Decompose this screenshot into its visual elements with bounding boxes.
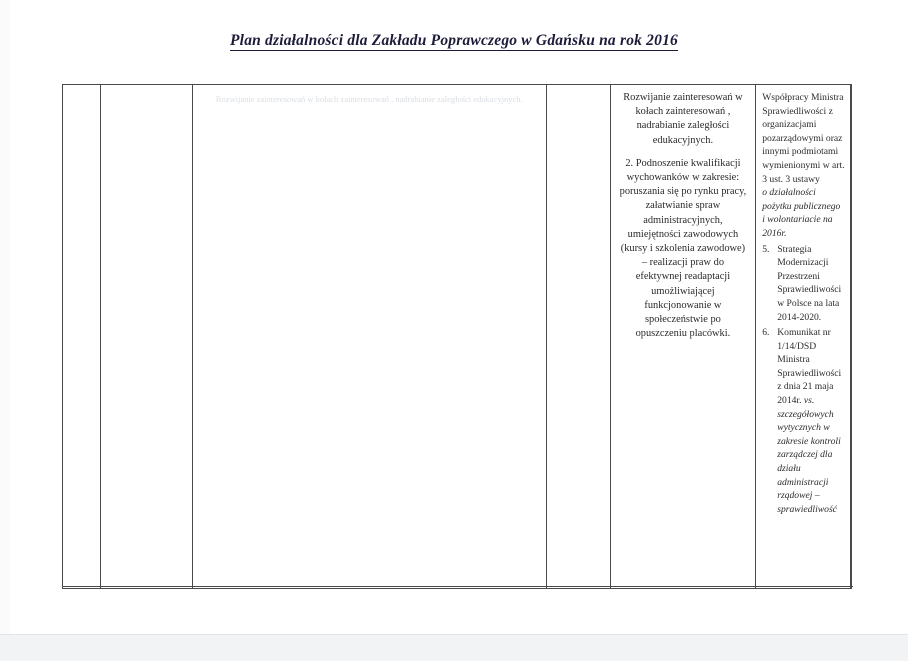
odniesienie-lead: Współpracy Ministra Sprawiedliwości z organizacjami pozarządowymi oraz innymi podmiotami wymienionymi w art. 3 ust. 3 ustawy [762, 92, 845, 185]
list-item-text [777, 326, 845, 516]
odniesienie-list [762, 243, 845, 517]
table-column-mierniki [193, 85, 547, 588]
odniesienie-cell [756, 85, 850, 516]
list-item-number: 5. [762, 243, 770, 255]
table-column-cel [101, 85, 193, 588]
page-title [0, 32, 908, 50]
table-column-lp [63, 85, 101, 588]
list-item-text-italic: vs. szczegółowych wytycznych w zakresie kontroli zarządczej dla działu administracji rządowej – sprawiedliwość [777, 395, 841, 515]
list-item-text: Strategia Modernizacji Przestrzeni Sprawiedliwości w Polsce na lata 2014-2020. [777, 243, 842, 323]
bleedthrough-text: Rozwijanie zainteresowań w kołach zainteresowań , nadrabianie zaległości edukacyjnych. [215, 94, 523, 104]
zadania-cell [611, 85, 756, 341]
table-column-odniesienie [756, 85, 851, 588]
list-item [762, 326, 845, 516]
activity-plan-table [62, 84, 852, 589]
list-item-text-main: Komunikat nr 1/14/DSD Ministra Sprawiedliwości z dnia 21 maja 2014r. [777, 327, 842, 407]
zadania-paragraph-1: Rozwijanie zainteresowań w kołach zainteresowań , nadrabianie zaległości edukacyjnych. [623, 92, 743, 146]
table-column-planowana-wartosc [547, 85, 611, 588]
scan-edge-bottom [0, 634, 908, 661]
page-title-text: Plan działalności dla Zakładu Poprawczego w Gdańsku na rok 2016 [230, 32, 678, 49]
zadania-paragraph-2: 2. Podnoszenie kwalifikacji wychowanków w zakresie: poruszania się po rynku pracy, załatwianie spraw administracyjnych, umiejętności zawodowych (kursy i szkolenia zawodowe) – realizacji praw do efektywnej readaptacji umożliwiającej funkcjonowanie w społeczeństwie po opuszczeniu placówki. [619, 157, 747, 340]
list-item [762, 243, 845, 325]
list-item-number: 6. [762, 327, 770, 339]
table-row-divider [63, 586, 853, 587]
odniesienie-lead-italic: o działalności pożytku publicznego i wolontariacie na 2016r. [762, 187, 841, 239]
scan-edge-left [0, 0, 10, 661]
table-column-zadania [611, 85, 757, 588]
